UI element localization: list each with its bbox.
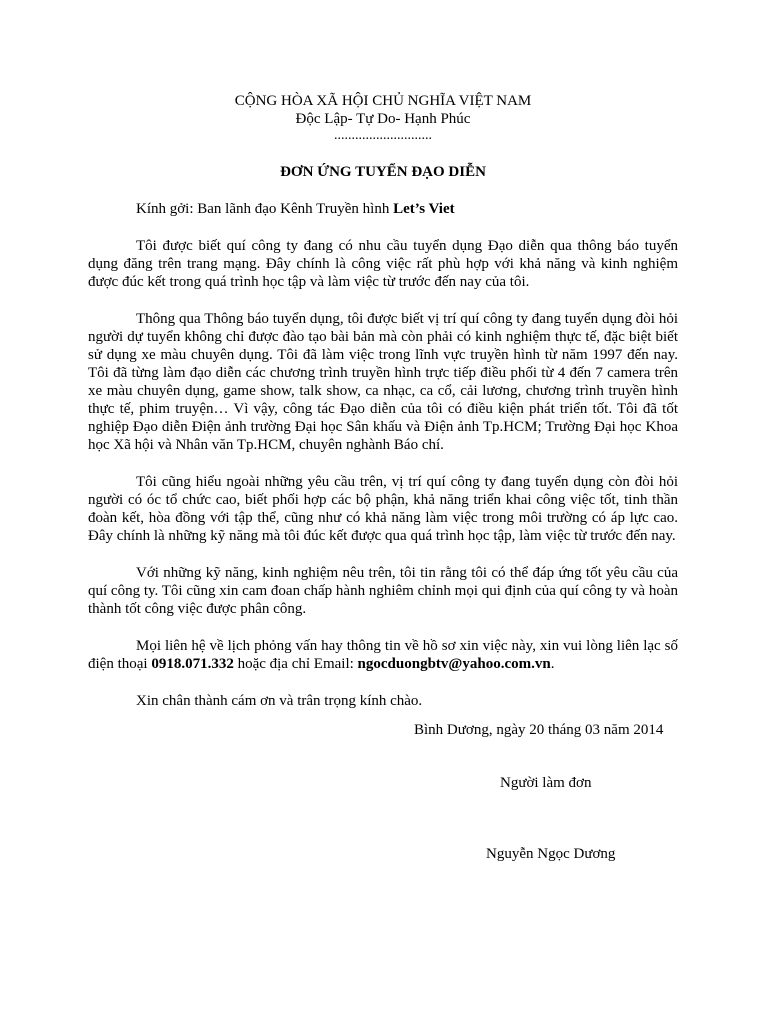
contact-middle: hoặc địa chỉ Email: <box>233 656 358 672</box>
greeting-prefix: Kính gởi: Ban lãnh đạo Kênh Truyền hình <box>136 201 394 217</box>
signer-name: Nguyễn Ngọc Dương <box>486 846 616 862</box>
phone-number: 0918.071.332 <box>151 656 234 672</box>
national-title: CỘNG HÒA XÃ HỘI CHỦ NGHĨA VIỆT NAM <box>234 93 532 109</box>
contact-paragraph <box>88 637 678 673</box>
place-date-line: Bình Dương, ngày 20 tháng 03 năm 2014 <box>414 722 664 738</box>
signer-title: Người làm đơn <box>500 775 592 791</box>
paragraph-4: Với những kỹ năng, kinh nghiệm nêu trên, tôi tin rằng tôi có thể đáp ứng tốt yêu cầu của quí công ty. Tôi cũng xin cam đoan chấp hành nghiêm chỉnh mọi qui định của quí công ty và hoàn thành tốt công việc được phân công. <box>88 565 678 617</box>
contact-suffix: . <box>550 656 555 672</box>
greeting-line <box>88 200 678 218</box>
paragraph-3: Tôi cũng hiểu ngoài những yêu cầu trên, vị trí quí công ty đang tuyển dụng còn đòi hỏi người có óc tổ chức cao, biết phối hợp các bộ phận, khả năng triển khai công việc tốt, tinh thần đoàn kết, hòa đồng với tập thể, cũng như có khả năng làm việc trong môi trường có áp lực cao. Đây chính là những kỹ năng mà tôi đúc kết được qua quá trình học tập, làm việc từ trước đến nay. <box>88 474 678 544</box>
header-divider-dots: ............................ <box>334 128 432 143</box>
national-motto: Độc Lập- Tự Do- Hạnh Phúc <box>295 111 471 127</box>
letter-page <box>88 92 678 863</box>
contact-prefix: Mọi liên hệ về lịch phỏng vấn hay thông tin về hồ sơ xin việc này, xin vui lòng liên lạc số điện thoại <box>88 638 678 672</box>
email-address: ngocduongbtv@yahoo.com.vn <box>357 656 551 672</box>
letter-title: ĐƠN ỨNG TUYỂN ĐẠO DIỄN <box>280 164 486 180</box>
closing-line: Xin chân thành cám ơn và trân trọng kính chào. <box>136 693 423 709</box>
paragraph-2: Thông qua Thông báo tuyển dụng, tôi được biết vị trí quí công ty đang tuyển dụng đòi hỏi người dự tuyển không chỉ được đào tạo bài bản mà còn phải có kinh nghiệm thực tế, đặc biệt biết sử dụng xe màu chuyên dụng. Tôi đã làm việc trong lĩnh vực truyền hình từ năm 1997 đến nay. Tôi đã từng làm đạo diễn các chương trình truyền hình trực tiếp điều phối từ 4 đến 7 camera trên xe màu chuyên dụng, game show, talk show, ca nhạc, ca cổ, cải lương, chương trình truyền hình thực tế, phim truyện… Vì vậy, công tác Đạo diễn của tôi có điều kiện phát triển tốt. Tôi đã tốt nghiệp Đạo diễn Điện ảnh trường Đại học Sân khấu và Điện ảnh Tp.HCM; Trường Đại học Khoa học Xã hội và Nhân văn Tp.HCM, chuyên nghành Báo chí. <box>88 311 678 453</box>
paragraph-1: Tôi được biết quí công ty đang có nhu cầu tuyển dụng Đạo diễn qua thông báo tuyển dụng đăng trên trang mạng. Đây chính là công việc rất phù hợp với khả năng và kinh nghiệm được đúc kết trong quá trình học tập và làm việc từ trước đến nay của tôi. <box>88 238 678 290</box>
company-name: Let’s Viet <box>393 201 455 217</box>
